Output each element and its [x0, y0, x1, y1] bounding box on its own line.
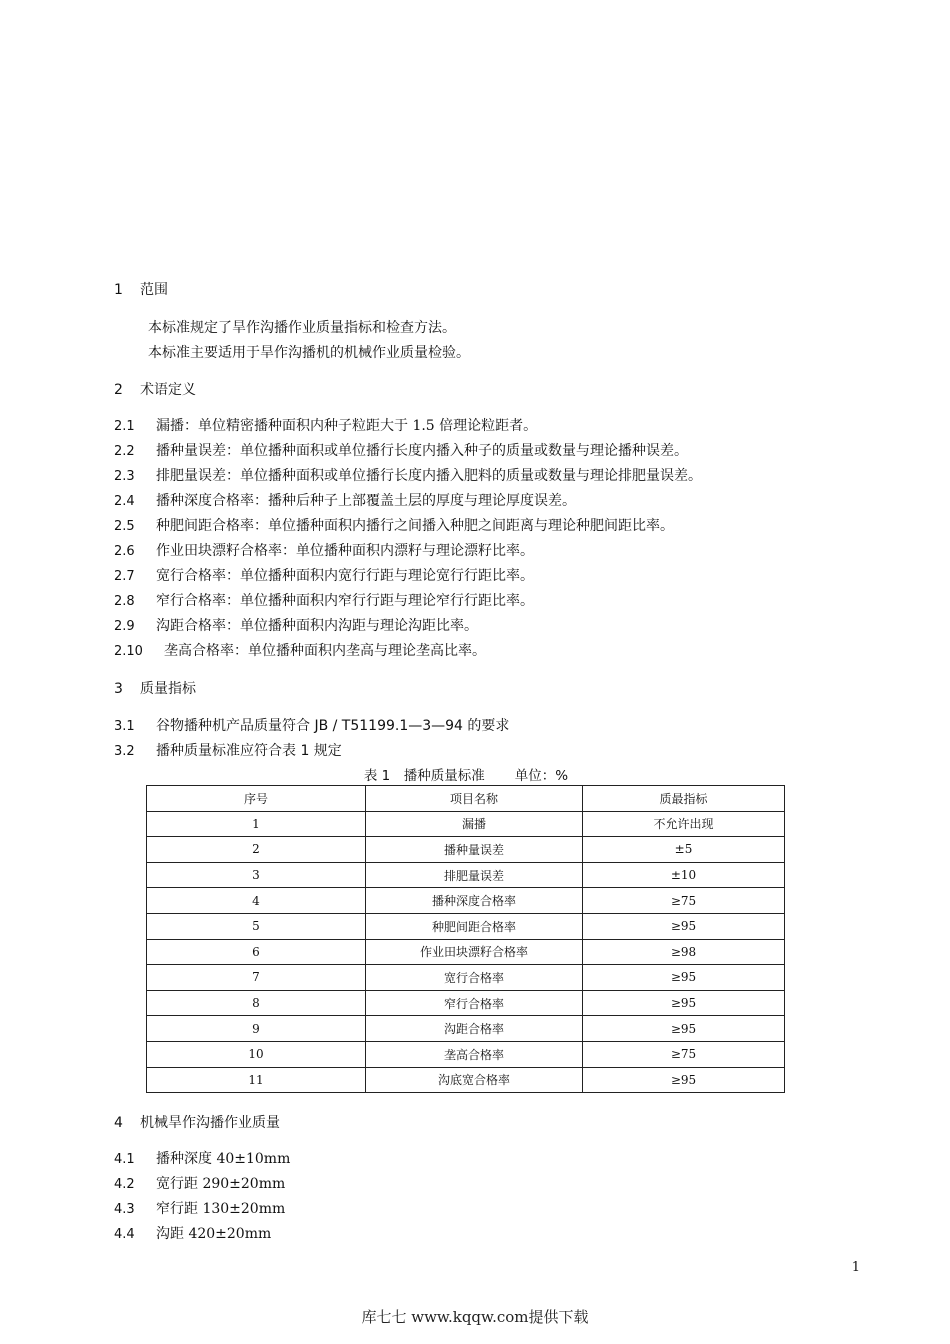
item-number: 2.7 — [114, 569, 135, 584]
item-number: 2.10 — [114, 644, 143, 659]
table-cell: ≥95 — [583, 1016, 785, 1042]
item-text: 漏播：单位精密播种面积内种子粒距大于 1.5 倍理论粒距者。 — [156, 418, 538, 434]
item-text: 沟距合格率：单位播种面积内沟距与理论沟距比率。 — [156, 618, 478, 634]
term-item — [114, 415, 537, 435]
item-text: 垄高合格率：单位播种面积内垄高与理论垄高比率。 — [164, 643, 486, 659]
table-cell: ≥95 — [583, 913, 785, 939]
item-number: 2.5 — [114, 519, 135, 534]
table-cell: 3 — [147, 862, 366, 888]
header-cell: 序号 — [147, 786, 366, 812]
operation-item — [114, 1148, 290, 1168]
table-cell: 播种量误差 — [366, 837, 583, 863]
table-row — [147, 1041, 785, 1067]
item-number: 2.6 — [114, 544, 135, 559]
table-cell: ≥95 — [583, 965, 785, 991]
section-number: 2 — [114, 382, 123, 398]
item-number: 4.3 — [114, 1202, 135, 1217]
table-cell: 沟底宽合格率 — [366, 1067, 583, 1093]
operation-item — [114, 1223, 271, 1243]
table-cell: 沟距合格率 — [366, 1016, 583, 1042]
header-cell: 质最指标 — [583, 786, 785, 812]
paragraph: 本标准主要适用于旱作沟播机的机械作业质量检验。 — [148, 345, 470, 361]
item-text: 作业田块漂籽合格率：单位播种面积内漂籽与理论漂籽比率。 — [156, 543, 534, 559]
item-number: 4.1 — [114, 1152, 135, 1167]
table-cell: 6 — [147, 939, 366, 965]
header-cell: 项目名称 — [366, 786, 583, 812]
table-cell: ≥75 — [583, 888, 785, 914]
term-item — [114, 465, 702, 485]
quality-item — [114, 740, 342, 760]
table-cell: 5 — [147, 913, 366, 939]
item-number: 2.3 — [114, 469, 135, 484]
table-cell: 播种深度合格率 — [366, 888, 583, 914]
table-cell: 9 — [147, 1016, 366, 1042]
section-title: 术语定义 — [140, 382, 196, 398]
table-row — [147, 990, 785, 1016]
item-number: 4.4 — [114, 1227, 135, 1242]
item-text: 播种深度 40±10mm — [156, 1151, 291, 1167]
table-cell: 10 — [147, 1041, 366, 1067]
term-item — [114, 615, 478, 635]
table-cell: 11 — [147, 1067, 366, 1093]
term-item — [114, 515, 674, 535]
table-cell: ≥95 — [583, 1067, 785, 1093]
operation-item — [114, 1173, 285, 1193]
item-number: 2.9 — [114, 619, 135, 634]
item-text: 播种质量标准应符合表 1 规定 — [156, 743, 342, 759]
quality-item — [114, 715, 509, 735]
section-number: 1 — [114, 282, 123, 298]
section-title: 范围 — [140, 282, 168, 298]
item-number: 3.2 — [114, 744, 135, 759]
term-item — [114, 590, 534, 610]
term-item — [114, 490, 576, 510]
table-row — [147, 837, 785, 863]
table-cell: 4 — [147, 888, 366, 914]
section-title: 质量指标 — [140, 681, 196, 697]
table-cell: 漏播 — [366, 811, 583, 837]
item-number: 2.8 — [114, 594, 135, 609]
item-number: 2.1 — [114, 419, 135, 434]
item-text: 播种量误差：单位播种面积或单位播行长度内播入种子的质量或数量与理论播种误差。 — [156, 443, 688, 459]
table-cell: 垄高合格率 — [366, 1041, 583, 1067]
item-number: 3.1 — [114, 719, 135, 734]
section-heading-quality — [114, 678, 196, 698]
table-unit: 单位：% — [514, 768, 569, 784]
item-number: 2.4 — [114, 494, 135, 509]
item-text: 排肥量误差：单位播种面积或单位播行长度内播入肥料的质量或数量与理论排肥量误差。 — [156, 468, 702, 484]
term-item — [114, 440, 688, 460]
term-item — [114, 640, 486, 660]
item-text: 宽行合格率：单位播种面积内宽行行距与理论宽行行距比率。 — [156, 568, 534, 584]
section-number: 4 — [114, 1115, 123, 1131]
table-title: 表 1 播种质量标准 — [363, 768, 485, 784]
table-row — [147, 1016, 785, 1042]
item-text: 窄行距 130±20mm — [156, 1201, 286, 1217]
item-text: 沟距 420±20mm — [156, 1226, 272, 1242]
table-cell: 作业田块漂籽合格率 — [366, 939, 583, 965]
item-number: 2.2 — [114, 444, 135, 459]
section-title: 机械旱作沟播作业质量 — [140, 1115, 280, 1131]
table-row — [147, 1067, 785, 1093]
table-row — [147, 811, 785, 837]
page-number: 1 — [851, 1260, 860, 1275]
table-cell: ≥95 — [583, 990, 785, 1016]
table-cell: 2 — [147, 837, 366, 863]
table-cell: 宽行合格率 — [366, 965, 583, 991]
paragraph: 本标准规定了旱作沟播作业质量指标和检查方法。 — [148, 320, 456, 336]
item-text: 种肥间距合格率：单位播种面积内播行之间播入种肥之间距离与理论种肥间距比率。 — [156, 518, 674, 534]
table-row — [147, 888, 785, 914]
table-cell: 窄行合格率 — [366, 990, 583, 1016]
item-text: 播种深度合格率：播种后种子上部覆盖土层的厚度与理论厚度误差。 — [156, 493, 576, 509]
section-number: 3 — [114, 681, 123, 697]
operation-item — [114, 1198, 285, 1218]
item-number: 4.2 — [114, 1177, 135, 1192]
table-cell: 种肥间距合格率 — [366, 913, 583, 939]
quality-standard-table — [146, 785, 785, 1093]
table-cell: ≥75 — [583, 1041, 785, 1067]
table-cell: 8 — [147, 990, 366, 1016]
table-cell: ±5 — [583, 837, 785, 863]
table-cell: ±10 — [583, 862, 785, 888]
table-row — [147, 965, 785, 991]
section-heading-terms — [114, 379, 196, 399]
section-heading-scope — [114, 279, 168, 299]
download-footer: 库七七 www.kqqw.com提供下载 — [361, 1308, 589, 1326]
item-text: 宽行距 290±20mm — [156, 1176, 286, 1192]
table-cell: 1 — [147, 811, 366, 837]
term-item — [114, 565, 534, 585]
table-caption — [148, 764, 784, 784]
table-row — [147, 862, 785, 888]
table-row — [147, 913, 785, 939]
item-text: 谷物播种机产品质量符合 JB / T51199.1—3—94 的要求 — [156, 718, 510, 734]
table-cell: ≥98 — [583, 939, 785, 965]
table-header-row — [147, 786, 785, 812]
table-cell: 排肥量误差 — [366, 862, 583, 888]
item-text: 窄行合格率：单位播种面积内窄行行距与理论窄行行距比率。 — [156, 593, 534, 609]
table-cell: 不允许出现 — [583, 811, 785, 837]
section-heading-operation — [114, 1112, 280, 1132]
table-row — [147, 939, 785, 965]
table-cell: 7 — [147, 965, 366, 991]
term-item — [114, 540, 534, 560]
